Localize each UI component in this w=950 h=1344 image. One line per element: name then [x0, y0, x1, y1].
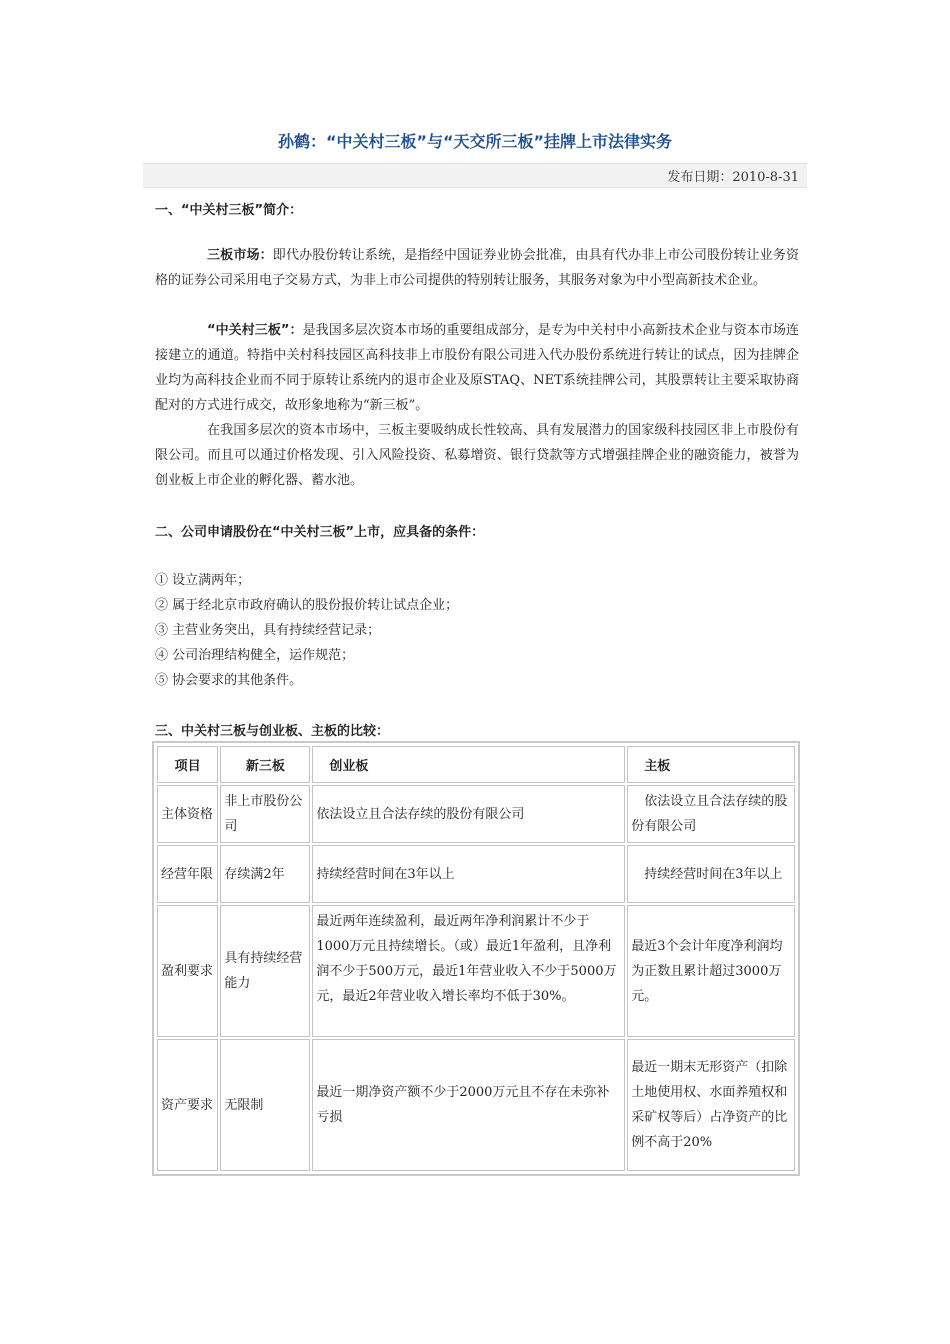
conditions-list	[155, 568, 458, 693]
table-cell: 最近两年连续盈利，最近两年净利润累计不少于1000万元且持续增长。（或）最近1年盈利，且净利润不少于500万元，最近1年营业收入不少于5000万元，最近2年营业收入增长率均不低于30%。	[312, 905, 625, 1037]
paragraph-market	[155, 418, 799, 493]
table-header-row	[157, 746, 795, 783]
table-cell: 盈利要求	[157, 905, 218, 1037]
paragraph-text: 是我国多层次资本市场的重要组成部分，是专为中关村中小高新技术企业与资本市场连接建立的通道。特指中关村科技园区高科技非上市股份有限公司进入代办股份系统进行转让的试点，因为挂牌企业均为高科技企业而不同于原转让系统内的退市企业及原STAQ、NET系统挂牌公司，其股票转让主要采取协商配对的方式进行成交，故形象地称为“新三板”。	[155, 323, 799, 413]
list-item: ③ 主营业务突出，具有持续经营记录；	[155, 623, 381, 638]
paragraph-sanban	[155, 243, 799, 293]
paragraph-text: 即代办股份转让系统，是指经中国证券业协会批准，由具有代办非上市公司股份转让业务资格的证券公司采用电子交易方式，为非上市公司提供的特别转让服务，其服务对象为中小型高新技术企业。	[155, 248, 799, 288]
section2-heading: 二、公司申请股份在“中关村三板”上市，应具备的条件：	[155, 525, 485, 540]
table-cell: 持续经营时间在3年以上	[627, 845, 795, 903]
table-cell: 主体资格	[157, 785, 218, 843]
article-title: 孙鹤：“中关村三板”与“天交所三板”挂牌上市法律实务	[277, 132, 673, 151]
list-item: ⑤ 协会要求的其他条件。	[155, 673, 303, 688]
column-header: 创业板	[312, 746, 625, 783]
table-row	[157, 845, 795, 903]
table-cell: 依法设立且合法存续的股份有限公司	[627, 785, 795, 843]
table-cell: 非上市股份公司	[220, 785, 310, 843]
list-item: ④ 公司治理结构健全，运作规范；	[155, 648, 355, 663]
table-cell: 经营年限	[157, 845, 218, 903]
table-cell: 最近一期净资产额不少于2000万元且不存在未弥补亏损	[312, 1039, 625, 1171]
table-cell: 无限制	[220, 1039, 310, 1171]
list-item: ① 设立满两年；	[155, 573, 251, 588]
section3-heading: 三、中关村三板与创业板、主板的比较：	[155, 724, 390, 739]
column-header: 项目	[157, 746, 218, 783]
comparison-table	[152, 741, 800, 1176]
column-header: 新三板	[220, 746, 310, 783]
list-item: ② 属于经北京市政府确认的股份报价转让试点企业；	[155, 598, 459, 613]
table-cell: 依法设立且合法存续的股份有限公司	[312, 785, 625, 843]
table-cell: 最近3个会计年度净利润均为正数且累计超过3000万元。	[627, 905, 795, 1037]
table-cell: 最近一期末无形资产（扣除土地使用权、水面养殖权和采矿权等后）占净资产的比例不高于20%	[627, 1039, 795, 1171]
table-row	[157, 785, 795, 843]
date-bar	[143, 163, 807, 188]
table-cell: 存续满2年	[220, 845, 310, 903]
paragraph-zgc	[155, 318, 799, 418]
table-row	[157, 1039, 795, 1171]
table-row	[157, 905, 795, 1037]
publish-date: 发布日期：2010-8-31	[667, 170, 799, 185]
column-header: 主板	[627, 746, 795, 783]
table-cell: 持续经营时间在3年以上	[312, 845, 625, 903]
table-cell: 资产要求	[157, 1039, 218, 1171]
paragraph-lead: 三板市场：	[207, 248, 273, 263]
paragraph-text: 在我国多层次的资本市场中，三板主要吸纳成长性较高、具有发展潜力的国家级科技园区非上市股份有限公司。而且可以通过价格发现、引入风险投资、私募增资、银行贷款等方式增强挂牌企业的融资能力，被誉为创业板上市企业的孵化器、蓄水池。	[155, 423, 799, 488]
table-cell: 具有持续经营能力	[220, 905, 310, 1037]
paragraph-lead: “中关村三板”：	[207, 323, 303, 338]
section1-heading: 一、“中关村三板”简介：	[155, 203, 303, 218]
